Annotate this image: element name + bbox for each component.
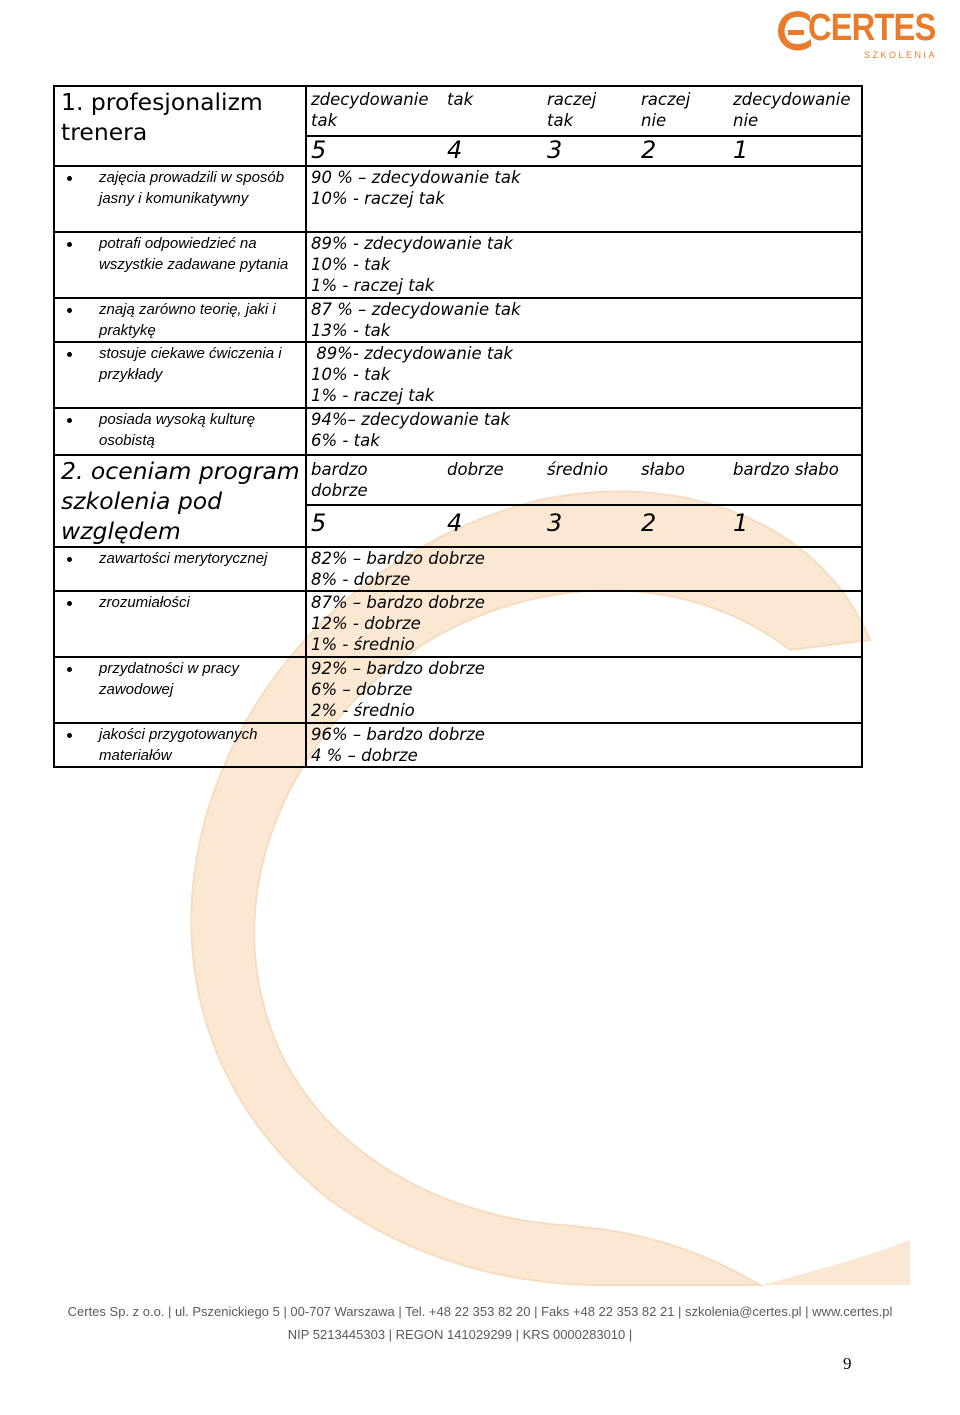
criterion-text: zawartości merytorycznej xyxy=(99,550,268,567)
criterion xyxy=(61,592,301,613)
section1-scale-label-4: tak xyxy=(447,90,474,109)
evaluation-table xyxy=(53,85,863,768)
criterion-cell xyxy=(54,408,306,455)
table-row xyxy=(54,342,862,408)
criterion-cell xyxy=(54,723,306,767)
section2-title-cell xyxy=(54,455,306,547)
section1-scale-number-2: 2 xyxy=(641,136,657,164)
criterion xyxy=(61,299,301,341)
section1-scale-number-3: 3 xyxy=(547,136,563,164)
criterion-text: znają zarówno teorię, jaki i praktykę xyxy=(99,301,276,339)
result-line: 13% - tak xyxy=(311,321,391,340)
bullet-icon xyxy=(67,176,72,181)
bullet-icon xyxy=(67,352,72,357)
table-row xyxy=(54,408,862,455)
result-line: 6% - tak xyxy=(311,431,380,450)
criterion xyxy=(61,658,301,700)
criterion-cell xyxy=(54,547,306,591)
table-row xyxy=(54,723,862,767)
result-cell xyxy=(306,723,862,767)
bullet-icon xyxy=(67,418,72,423)
section1-scale-label-2: raczej nie xyxy=(641,90,691,130)
result-line: 82% – bardzo dobrze xyxy=(311,549,485,568)
bullet-icon xyxy=(67,557,72,562)
criterion-cell xyxy=(54,298,306,342)
criterion xyxy=(61,233,301,275)
criterion-cell xyxy=(54,591,306,657)
section1-scale-number-4: 4 xyxy=(447,136,463,164)
result-cell xyxy=(306,547,862,591)
criterion-text: przydatności w pracy zawodowej xyxy=(99,660,240,698)
criterion xyxy=(61,167,301,209)
section2-scale-numbers-cell xyxy=(306,505,862,547)
result-line: 94%– zdecydowanie tak xyxy=(311,410,511,429)
result-cell xyxy=(306,408,862,455)
result-line: 10% - tak xyxy=(311,365,391,384)
section2-scale-number-2: 2 xyxy=(641,509,657,537)
footer-registration-line: NIP 5213445303 | REGON 141029299 | KRS 0000283010 | xyxy=(287,1327,633,1342)
result-line: 1% - średnio xyxy=(311,635,415,654)
section2-scale-number-1: 1 xyxy=(733,509,749,537)
section1-scale-number-5: 5 xyxy=(311,136,327,164)
section1-scale-labels-cell xyxy=(306,86,862,136)
section2-scale-label-4: dobrze xyxy=(447,460,504,479)
result-cell xyxy=(306,232,862,298)
section2-scale-number-3: 3 xyxy=(547,509,563,537)
criterion-text: jakości przygotowanych materiałów xyxy=(99,726,258,764)
result-line: 10% - tak xyxy=(311,255,391,274)
section2-scale-label-1: bardzo słabo xyxy=(733,460,839,479)
criterion-text: posiada wysoką kulturę osobistą xyxy=(99,411,255,449)
criterion xyxy=(61,409,301,451)
section2-scale-number-4: 4 xyxy=(447,509,463,537)
result-line: 12% - dobrze xyxy=(311,614,421,633)
table-row xyxy=(54,657,862,723)
result-line: 8% - dobrze xyxy=(311,570,411,589)
table-row xyxy=(54,166,862,232)
criterion-text: zajęcia prowadzili w sposób jasny i komunikatywny xyxy=(99,169,285,207)
section1-scale-label-3: raczej tak xyxy=(547,90,597,130)
result-line: 89%- zdecydowanie tak xyxy=(311,344,513,363)
logo-subtext: SZKOLENIA xyxy=(864,50,938,60)
page-number: 9 xyxy=(843,1354,852,1373)
result-line: 1% - raczej tak xyxy=(311,276,435,295)
section2-scale-label-3: średnio xyxy=(547,460,609,479)
result-line: 2% - średnio xyxy=(311,701,415,720)
section2-title: 2. oceniam program szkolenia pod względem xyxy=(61,457,300,545)
section1-title: 1. profesjonalizm trenera xyxy=(61,88,263,146)
criterion-cell xyxy=(54,657,306,723)
criterion-text: potrafi odpowiedzieć na wszystkie zadawane pytania xyxy=(99,235,289,273)
table-row xyxy=(54,591,862,657)
result-cell xyxy=(306,166,862,232)
table-row xyxy=(54,232,862,298)
criterion xyxy=(61,724,301,766)
bullet-icon xyxy=(67,601,72,606)
result-cell xyxy=(306,591,862,657)
criterion-cell xyxy=(54,166,306,232)
table-row xyxy=(54,547,862,591)
bullet-icon xyxy=(67,308,72,313)
result-line: 6% – dobrze xyxy=(311,680,413,699)
certes-logo xyxy=(774,6,936,64)
criterion xyxy=(61,548,301,569)
table-row xyxy=(54,298,862,342)
criterion-cell xyxy=(54,342,306,408)
criterion-cell xyxy=(54,232,306,298)
criterion-text: zrozumiałości xyxy=(99,594,190,611)
section1-scale-label-5: zdecydowanie tak xyxy=(311,90,429,130)
result-line: 92% – bardzo dobrze xyxy=(311,659,485,678)
criterion-text: stosuje ciekawe ćwiczenia i przykłady xyxy=(99,345,282,383)
section2-scale-label-5: bardzo dobrze xyxy=(311,460,368,500)
logo-wordmark: CERTES xyxy=(808,7,936,49)
result-cell xyxy=(306,298,862,342)
result-cell xyxy=(306,657,862,723)
criterion xyxy=(61,343,301,385)
result-line: 1% - raczej tak xyxy=(311,386,435,405)
bullet-icon xyxy=(67,242,72,247)
footer-contact-line: Certes Sp. z o.o. | ul. Pszenickiego 5 | 00-707 Warszawa | Tel. +48 22 353 82 20 | Faks +48 22 353 82 21 | szkolenia@certes.pl | www.certes.pl xyxy=(67,1304,893,1319)
result-line: 10% - raczej tak xyxy=(311,189,445,208)
result-line: 87% – bardzo dobrze xyxy=(311,593,485,612)
result-line: 87 % – zdecydowanie tak xyxy=(311,300,521,319)
bullet-icon xyxy=(67,667,72,672)
result-line: 90 % – zdecydowanie tak xyxy=(311,168,521,187)
result-line: 4 % – dobrze xyxy=(311,746,418,765)
section1-title-cell xyxy=(54,86,306,166)
section2-scale-labels-cell xyxy=(306,455,862,505)
section1-scale-label-1: zdecydowanie nie xyxy=(733,90,851,130)
section2-scale-label-2: słabo xyxy=(641,460,686,479)
bullet-icon xyxy=(67,733,72,738)
section1-scale-number-1: 1 xyxy=(733,136,749,164)
section1-scale-numbers-cell xyxy=(306,136,862,166)
result-line: 89% - zdecydowanie tak xyxy=(311,234,513,253)
result-line: 96% – bardzo dobrze xyxy=(311,725,485,744)
result-cell xyxy=(306,342,862,408)
section2-scale-number-5: 5 xyxy=(311,509,327,537)
